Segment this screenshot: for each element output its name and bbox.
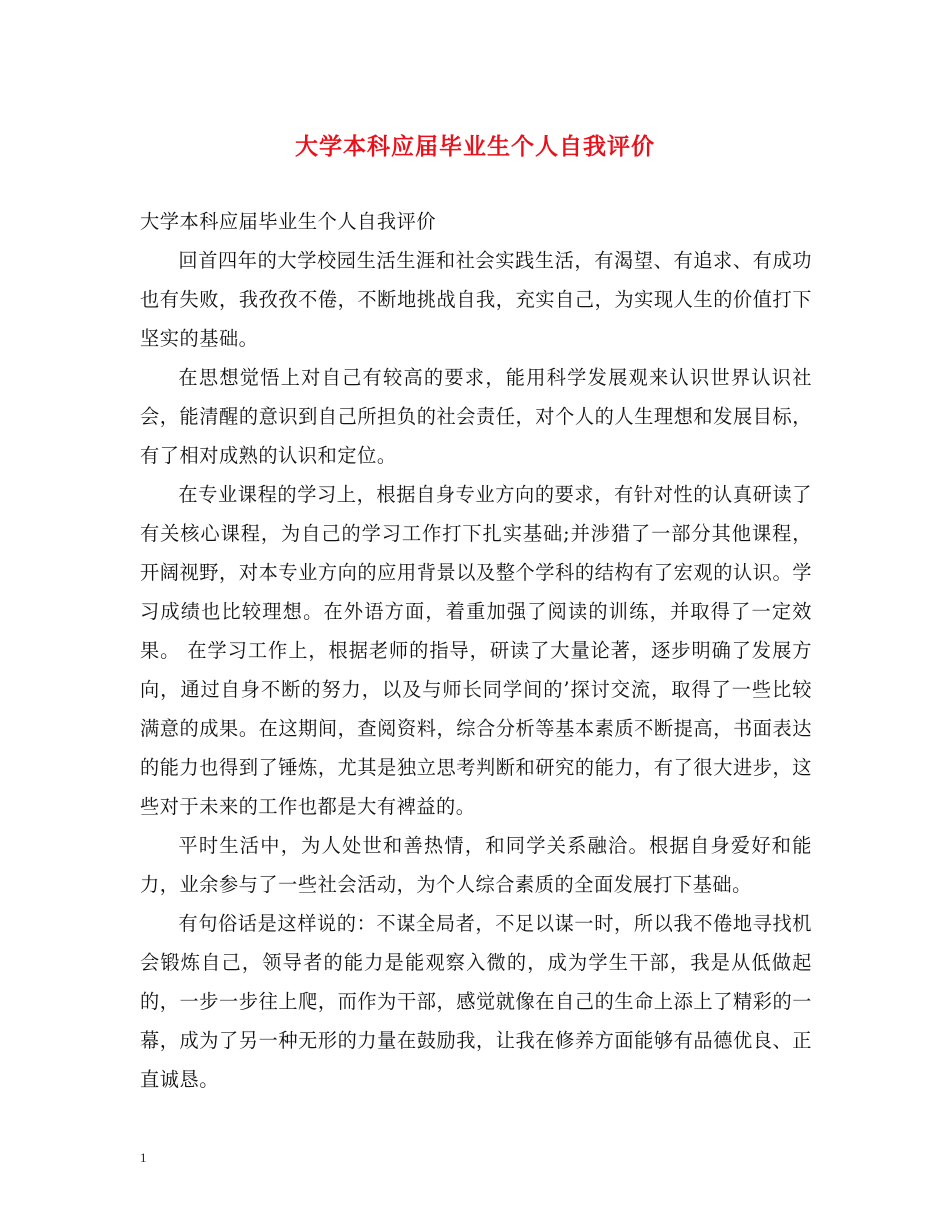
paragraph-2: 在思想觉悟上对自己有较高的要求，能用科学发展观来认识世界认识社会，能清醒的意识到自己所担负的社会责任，对个人的人生理想和发展目标，有了相对成熟的认识和定位。: [140, 366, 812, 467]
paragraph-4: 平时生活中，为人处世和善热情，和同学关系融洽。根据自身爱好和能力，业余参与了一些社会活动，为个人综合素质的全面发展打下基础。: [140, 834, 812, 896]
paragraph-1: 回首四年的大学校园生活生涯和社会实践生活，有渴望、有追求、有成功也有失败，我孜孜不倦，不断地挑战自我，充实自己，为实现人生的价值打下坚实的基础。: [140, 249, 812, 350]
document-title: 大学本科应届毕业生个人自我评价: [295, 133, 655, 160]
document-body: [140, 202, 812, 1099]
paragraph-5: 有句俗话是这样说的：不谋全局者，不足以谋一时，所以我不倦地寻找机会锻炼自己，领导者的能力是能观察入微的，成为学生干部，我是从低做起的，一步一步往上爬，而作为干部，感觉就像在自己的生命上添上了精彩的一幕，成为了另一种无形的力量在鼓励我，让我在修养方面能够有品德优良、正直诚恳。: [140, 912, 812, 1091]
page-number: 1: [140, 1150, 147, 1165]
paragraph-3: 在专业课程的学习上，根据自身专业方向的要求，有针对性的认真研读了有关核心课程，为自己的学习工作打下扎实基础;并涉猎了一部分其他课程，开阔视野，对本专业方向的应用背景以及整个学科的结构有了宏观的认识。学习成绩也比较理想。在外语方面，着重加强了阅读的训练，并取得了一定效果。 在学习工作上，根据老师的指导，研读了大量论著，逐步明确了发展方向，通过自身不断的努力，以及与师长同学间的’探讨交流，取得了一些比较满意的成果。在这期间，查阅资料，综合分析等基本素质不断提高，书面表达的能力也得到了锤炼，尤其是独立思考判断和研究的能力，有了很大进步，这些对于未来的工作也都是大有裨益的。: [140, 483, 812, 818]
heading-line: 大学本科应届毕业生个人自我评价: [140, 210, 437, 233]
